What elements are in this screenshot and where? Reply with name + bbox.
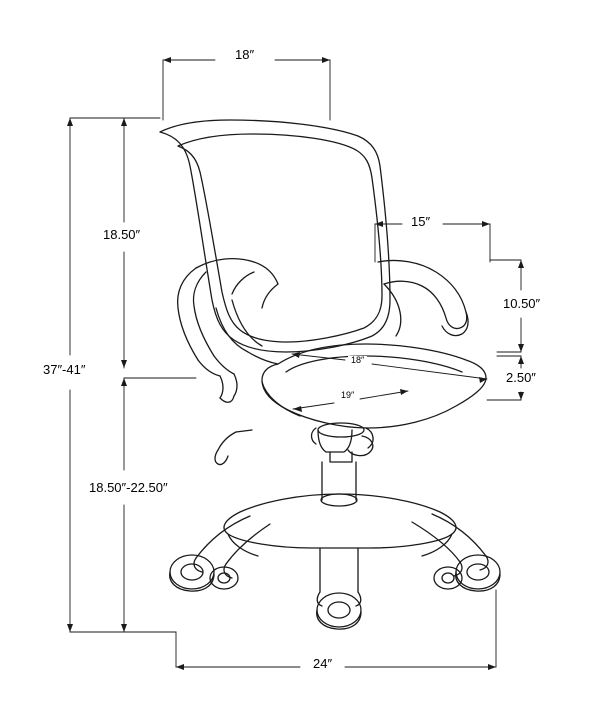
dimension-label-base-width: 24″ [310, 657, 335, 671]
dimension-label-armrest-height: 10.50″ [500, 297, 543, 311]
dimension-label-seat-depth: 15″ [408, 215, 433, 229]
dimension-label-seat-height: 18.50″-22.50″ [86, 481, 171, 495]
dimension-label-seat-diagonal: 19″ [338, 391, 357, 401]
dimension-label-seat-width: 18″ [348, 356, 367, 366]
dimension-label-back-height: 18.50″ [100, 228, 143, 242]
dimension-label-seat-thickness: 2.50″ [503, 371, 539, 385]
dimension-label-overall-height: 37″-41″ [40, 363, 88, 377]
dimension-label-back-width: 18″ [232, 48, 257, 62]
